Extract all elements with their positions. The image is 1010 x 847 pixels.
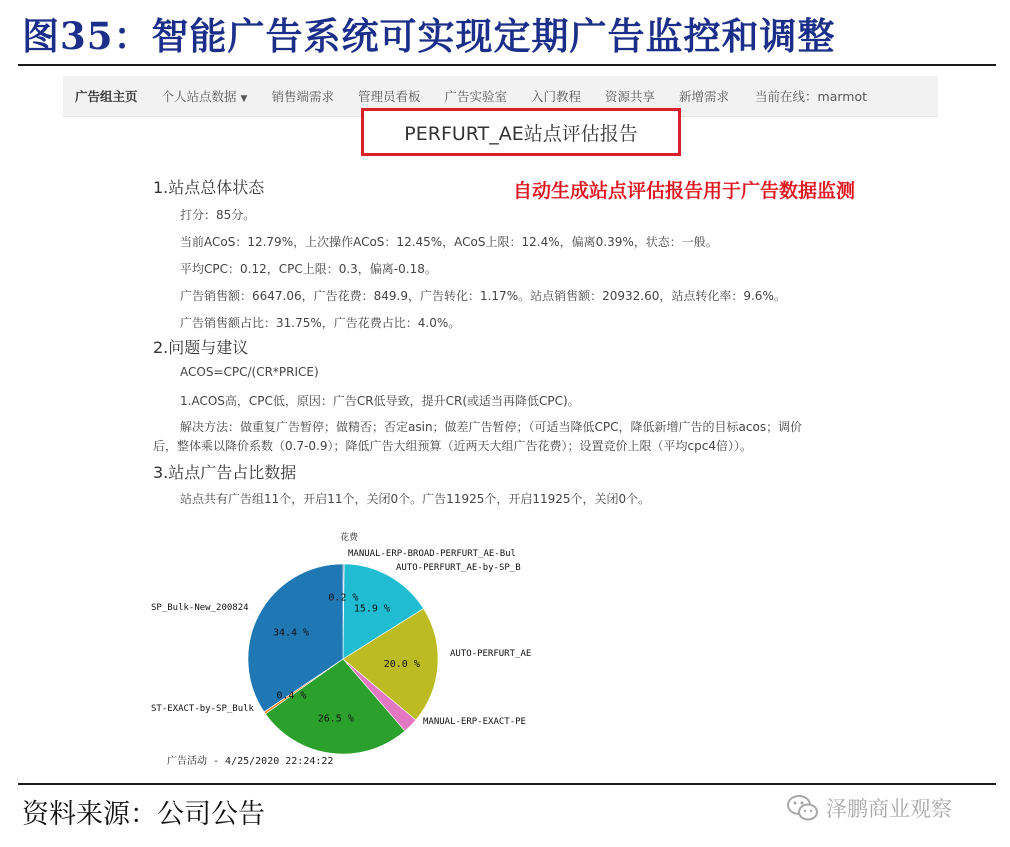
nav-item-site-data-label: 个人站点数据 [161, 89, 237, 104]
spend-pie-chart [143, 524, 563, 774]
pie-slice-name-label: AUTO-PERFURT_AE-by-SP_B [396, 563, 521, 573]
status-cpc: 平均CPC：0.12，CPC上限：0.3，偏离-0.18。 [180, 262, 437, 276]
caret-down-icon: ▼ [240, 94, 248, 104]
nav-item-sales-demand[interactable]: 销售端需求 [271, 89, 334, 104]
pie-slice-name-label: MANUAL-ERP-EXACT-PE [423, 717, 526, 727]
pie-slice-name-label: AUTO-PERFURT_AE [450, 649, 532, 659]
chart-footer: 广告活动 - 4/25/2020 22:24:22 [167, 756, 334, 767]
nav-item-admin-board[interactable]: 管理员看板 [357, 89, 421, 104]
status-sales: 广告销售额：6647.06，广告花费：849.9，广告转化：1.17%。站点销售额：20932.60，站点转化率：9.6%。 [180, 289, 786, 303]
bottom-rule [18, 783, 996, 785]
online-user-status: 当前在线：marmot [755, 89, 868, 104]
figure-title: 图35：智能广告系统可实现定期广告监控和调整 [22, 14, 836, 58]
nav-item-home[interactable]: 广告组主页 [75, 89, 138, 104]
section-heading-status: 1.站点总体状态 [153, 178, 265, 197]
callout-annotation: 自动生成站点评估报告用于广告数据监测 [513, 180, 856, 202]
pie-slice-percent-label: 15.9 % [353, 603, 390, 615]
nav-item-resources[interactable]: 资源共享 [605, 89, 656, 104]
ad-share-summary: 站点共有广告组11个，开启11个，关闭0个。广告11925个，开启11925个，关闭0个。 [180, 492, 651, 506]
chart-title: 花费 [339, 533, 359, 543]
wechat-icon [786, 793, 820, 823]
pie-slice-name-label: MANUAL-ERP-BROAD-PERFURT_AE-Bul [348, 549, 516, 559]
section-heading-ad-share: 3.站点广告占比数据 [153, 463, 297, 482]
status-share: 广告销售额占比：31.75%，广告花费占比：4.0%。 [180, 316, 461, 330]
pie-slice-percent-label: 20.0 % [383, 659, 420, 671]
pie-slice-percent-label: 34.4 % [272, 627, 310, 639]
issues-cause: 1.ACOS高，CPC低，原因：广告CR低导致，提升CR(或适当再降低CPC)。 [180, 394, 580, 408]
issues-solution-2: 后，整体乘以降价系数（0.7-0.9）；降低广告大组预算（近两天大组广告花费）；设置竞价上限（平均cpc4倍））。 [153, 439, 752, 453]
pie-chart-svg [143, 524, 563, 774]
report-title: PERFURT_AE站点评估报告 [404, 122, 638, 145]
watermark-text: 泽鹏商业观察 [826, 797, 952, 821]
issues-solution-1: 解决方法：做重复广告暂停；做精否；否定asin；做差广告暂停；（可适当降低CPC，降低新增广告的目标acos；调价 [180, 420, 803, 434]
pie-slice-percent-label: 0.4 % [276, 690, 307, 702]
pie-slice-percent-label: 26.5 % [317, 713, 354, 725]
pie-slice-name-label: SP_Bulk-New_200824 [151, 603, 249, 613]
status-score: 打分：85分。 [180, 208, 256, 222]
section-heading-issues: 2.问题与建议 [153, 338, 249, 357]
watermark [786, 793, 952, 823]
top-rule [18, 64, 996, 66]
nav-item-tutorial[interactable]: 入门教程 [531, 89, 582, 104]
pie-slice-name-label: ST-EXACT-by-SP_Bulk [151, 704, 254, 714]
nav-item-new-request[interactable]: 新增需求 [679, 89, 730, 104]
report-title-highlight [361, 108, 681, 156]
nav-item-site-data[interactable] [150, 87, 260, 105]
nav-item-ad-lab[interactable]: 广告实验室 [444, 89, 507, 104]
status-acos: 当前ACoS：12.79%，上次操作ACoS：12.45%，ACoS上限：12.4%，偏离0.39%，状态：一般。 [180, 235, 718, 249]
report-screenshot [63, 76, 938, 776]
pie-slice-percent-label: 0.2 % [328, 592, 359, 604]
figure-source: 资料来源：公司公告 [22, 799, 265, 830]
issues-formula: ACOS=CPC/(CR*PRICE) [180, 365, 319, 379]
